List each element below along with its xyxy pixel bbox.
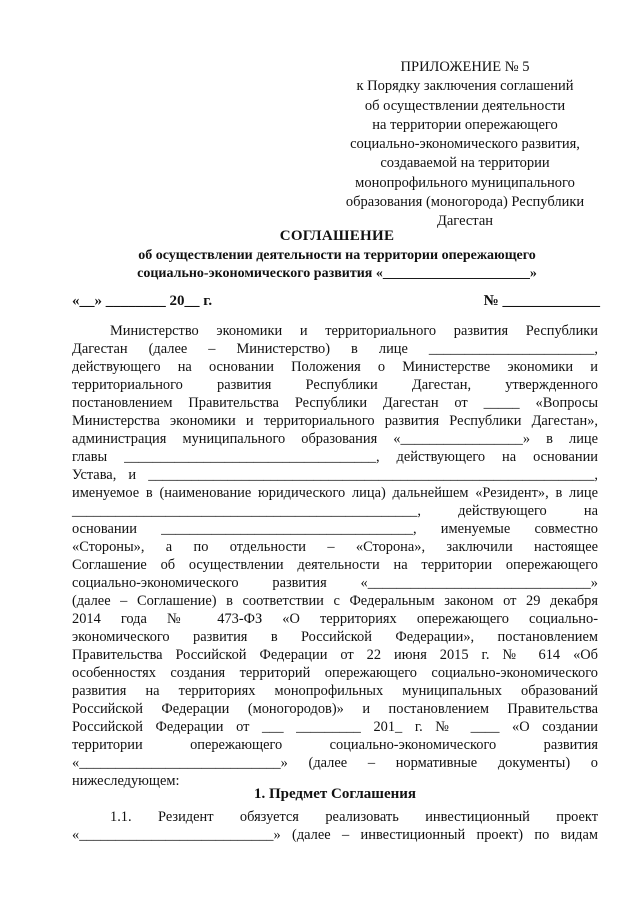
body-line: основании ___________________________________, именуемые совместно [72,521,598,537]
appendix-line: монопрофильного муниципального [355,174,575,191]
body-line: Российской Федерации (моногородов)» и постановлением Правительства [72,701,598,717]
document-subtitle: об осуществлении деятельности на территории опережающего [138,248,536,263]
section-heading: 1. Предмет Соглашения [253,786,417,802]
appendix-line: Дагестан [436,213,494,230]
body-line: Дагестан (далее – Министерство) в лице _______________________, [72,341,598,357]
appendix-line: к Порядку заключения соглашений [356,78,574,95]
body-line: территории опережающего социально-экономического развития [72,737,598,753]
section-line: 1.1. Резидент обязуется реализовать инвестиционный проект [110,809,598,825]
body-line: действующего на основании Положения о Министерстве экономики и [72,359,598,375]
agreement-number: № _____________ [483,293,600,309]
body-line: Соглашение об осуществлении деятельности на территории опережающего [72,557,598,573]
body-line: именуемое в (наименование юридического лица) дальнейшем «Резидент», в лице [72,485,598,501]
body-line: (далее – Соглашение) в соответствии с Федеральным законом от 29 декабря [72,593,598,609]
appendix-line: образования (моногорода) Республики [345,194,585,211]
appendix-header [330,58,600,232]
body-line: Правительства Российской Федерации от 22 июня 2015 г. № 614 «Об [72,647,598,663]
body-line: нижеследующем: [72,773,180,789]
body-line: Министерство экономики и территориального развития Республики [110,323,598,339]
body-line: Российской Федерации от ___ _________ 201_ г. № ____ «О создании [72,719,598,735]
body-line: Устава, и ______________________________________________________________, [72,467,598,483]
appendix-line: социально-экономического развития, [350,136,580,153]
body-line: «Стороны», а по отдельности – «Сторона», заключили настоящее [72,539,598,555]
body-line: социально-экономического развития «_______________________________» [72,575,598,591]
body-line: экономического развития в Российской Федерации», постановлением [72,629,598,645]
appendix-line: создаваемой на территории [380,155,550,172]
date-number-line [72,293,600,310]
section-line: «___________________________» (далее – инвестиционный проект) по видам [72,827,598,843]
body-line: Министерства экономики и территориального развития Республики Дагестан», [72,413,598,429]
appendix-line: об осуществлении деятельности [364,97,566,114]
body-line: ________________________________________________, действующего на [72,503,598,519]
body-line: территориального развития Республики Дагестан, утвержденного [72,377,598,393]
appendix-line: ПРИЛОЖЕНИЕ № 5 [400,59,530,75]
document-title: СОГЛАШЕНИЕ [279,228,395,244]
body-line: постановлением Правительства Республики Дагестан от _____ «Вопросы [72,395,598,411]
body-line: 2014 года № 473-ФЗ «О территориях опережающего социально- [72,611,598,627]
appendix-line: на территории опережающего [372,116,558,133]
body-line: администрация муниципального образования «_________________» в лице [72,431,598,447]
body-line: главы ___________________________________, действующего на основании [72,449,598,465]
agreement-date: «__» ________ 20__ г. [72,293,213,309]
document-subtitle-continued: социально-экономического развития «_____________________» [137,266,537,281]
body-line: «____________________________» (далее – нормативные документы) о [72,755,598,771]
body-line: особенностях создания территорий опережающего социально-экономического [72,665,598,681]
body-line: развития на территориях монопрофильных муниципальных образований [72,683,598,699]
